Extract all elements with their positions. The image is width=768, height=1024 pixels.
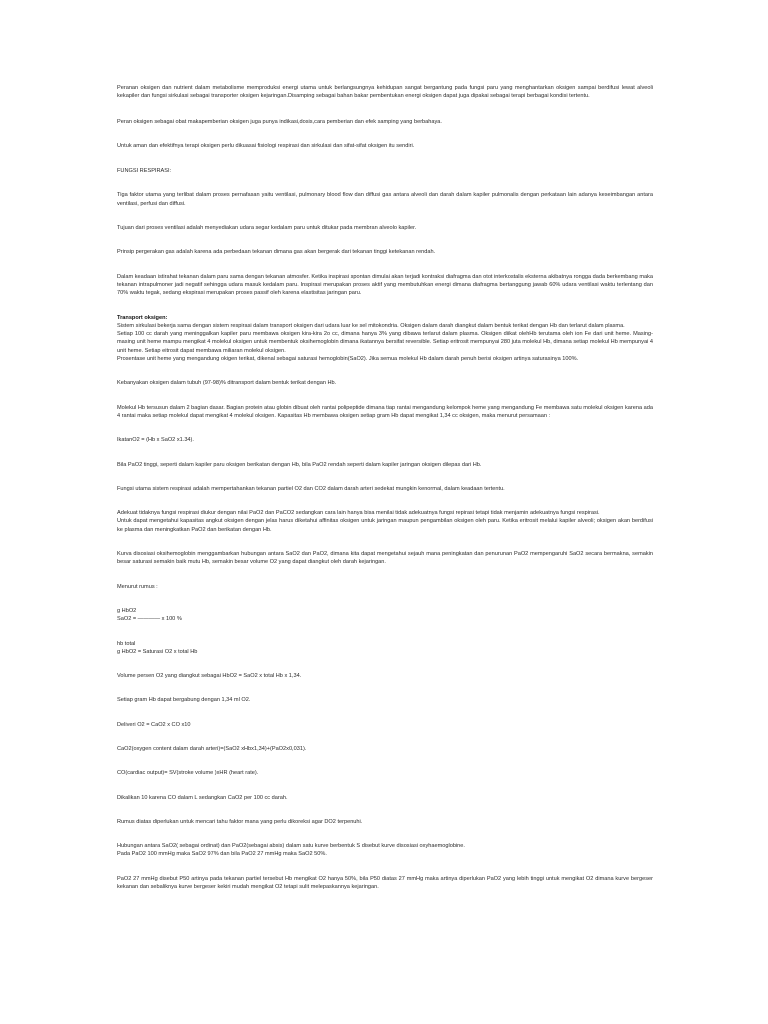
paragraph: Dalam keadaan istirahat tekanan dalam paru sama dengan tekanan atmosfer. Ketika inspirasi spontan dimulai akan terjadi kontraksi diafragma dan otot interkostalis eksterna akibatnya rongga dada berkembang maka tekanan intrapulmoner jadi negatif sehingga udara masuk kedalam paru. Inspirasi merupakan proses aktif yang membutuhkan energi dimana diafragma bertanggung jawab 60% udara ventilasi waktu terlentang dan 70% waktu tegak, sedang ekspirasi merupakan proses passif oleh karena elastisitas jaringan paru. xyxy=(117,273,653,297)
paragraph: Dikalikan 10 karena CO dalam L sedangkan CaO2 per 100 cc darah. xyxy=(117,794,288,801)
formula: Volume persen O2 yang diangkut sebagai HbO2 = SaO2 x total Hb x 1,34. xyxy=(117,673,302,680)
paragraph: Sistem sirkulasi bekerja sama dengan sistem respirasi dalam transport oksigen dari udara luar ke sel mitokondria. Oksigen dalam darah diangkut dalam bentuk terikat dengan Hb dan terlarut dalam plasma. Setiap 100 cc darah yang meninggalkan kapiler paru membawa oksigen kira-kira 2o cc, dimana hanya 3% yang dibawa terlarut dalam plasma. Oksigen diikat olehHb terutama oleh ion Fe dari unit heme. Masing-masing unit heme mampu mengikat 4 molekul oksigen untuk membentuk oksihemoglobin dimana ikatannya bersifat reversible. Setiap eritrosit mempunyai 280 juta molekul Hb, dimana setiap molekul Hb mempunyai 4 unit heme. Setiap eitrosit dapat membawa miliaran molekul oksigen. Prosentase unit heme yang mengandung okigen terikat, dikenal sebagai saturasi hemoglobin(SaO2). Jika semua molekul Hb dalam darah penuh berisi oksigen artinya saturasinya 100%. xyxy=(117,322,653,363)
paragraph: Peranan oksigen dan nutrient dalam metabolisme memproduksi energi utama untuk berlangsungnya kehidupan sangat bergantung pada fungsi paru yang menghantarkan oksigen sampai berdifusi lewat alveoli kekapiler dan fungsi sirkulasi sebagai transporter oksigen kejaringan.Disamping sebagai bahan bakar pembentukan energi oksigen dapat juga dipakai sebagai terapi berbagai kondisi tertentu. xyxy=(117,85,653,100)
formula: Setiap gram Hb dapat bergabung dengan 1,34 ml O2. xyxy=(117,697,251,704)
formula: Deliveri O2 = CaO2 x CO x10 xyxy=(117,721,191,728)
paragraph: Tiga faktor utama yang terlibat dalam proses pernafasan yaitu ventilasi, pulmonary blood flow dan diffusi gas antara alveoli dan darah dalam kapiler pulmonalis dengan perkataan lain adanya keseimbangan antara ventilasi, perfusi dan diffusi. xyxy=(117,192,653,207)
formula: g HbO2 SaO2 = ———— x 100 % xyxy=(117,607,182,623)
paragraph: Hubungan antara SaO2( sebagai ordinat) dan PaO2(sebagai absis) dalam satu kurve berbentuk S disebut kurve disosiasi oxyhaemoglobine. Pada PaO2 100 mmHg maka SaO2 97% dan bila PaO2 27 mmHg maka SaO2 50%. xyxy=(117,843,465,858)
paragraph: Bila PaO2 tinggi, seperti dalam kapiler paru oksigen berikatan dengan Hb, bila PaO2 rendah seperti dalam kapiler jaringan oksigen dilepas dari Hb. xyxy=(117,461,482,468)
paragraph: PaO2 27 mmHg disebut P50 artinya pada tekanan partiel tersebut Hb mengikat O2 hanya 50%, bila P50 diatas 27 mmHg maka artinya diperlukan PaO2 yang lebih tinggi untuk mengikat O2 dimana kurve bergeser kekanan dan sebaliknya kurve bergeser kekiri mudah mengikat O2 tetapi sulit melepaskannya kejaringan. xyxy=(117,875,653,891)
paragraph: Molekul Hb tersusun dalam 2 bagian dasar. Bagian protein atau globin dibuat oleh rantai polipeptide dimana tiap rantai mengandung kelompok heme yang mengandung Fe membawa satu molekul oksigen karena ada 4 rantai maka setiap molekul dapat mengikat 4 molekul oksigen. Kapasitas Hb membawa oksigen setiap gram Hb dapat mengikat 1,34 cc oksigen, maka menurut persamaan : xyxy=(117,404,653,419)
section-heading: FUNGSI RESPIRASI: xyxy=(117,168,172,175)
document-page xyxy=(117,84,653,891)
paragraph: Kurva disosiasi oksihemoglobin menggambarkan hubungan antara SaO2 dan PaO2, dimana kita dapat mengetahui sejauh mana peningkatan dan penurunan PaO2 mempengaruhi SaO2 secara bermakna, semakin besar saturasi semakin baik mutu Hb, semakin besar volume O2 yang dapat diangkut oleh darah kejaringan. xyxy=(117,551,653,566)
formula: CaO2(oxygen content dalam darah arteri)=(SaO2 xHbx1,34)+(PaO2x0,031). xyxy=(117,745,307,752)
section-heading: Transport oksigen: xyxy=(117,314,168,321)
paragraph: Untuk aman dan efektifnya terapi oksigen perlu dikuasai fisiologi respirasi dan sirkulasi dan sifat-sifat oksigen itu sendiri. xyxy=(117,142,415,149)
paragraph: Tujuan dari proses ventilasi adalah menyediakan udara segar kedalam paru untuk ditukar pada membran alveolo kapiler. xyxy=(117,225,417,232)
paragraph: Adekuat tidaknya fungsi respirasi diukur dengan nilai PaO2 dan PaCO2 sedangkan cara lain hanya bisa menilai tidak adekuatnya fungsi repirasi tetapi tidak menjamin adekuatnya fungsi respirasi. Untuk dapat mengetahui kapasitas angkut oksigen dengan jelas harus diketahui affinitas oksigen untuk jaringan maupun pengambilan oksigen oleh paru. Ketika eritrosit melalui kapiler alveoli; oksigen akan berdifusi ke plasma dan meningkatkan PaO2 dan berikatan dengan Hb. xyxy=(117,510,653,533)
paragraph: Rumus diatas diperlukan untuk mencari tahu faktor mana yang perlu dikoreksi agar DO2 terpenuhi. xyxy=(117,818,363,825)
paragraph: Prinsip pergerakan gas adalah karena ada perbedaan tekanan dimana gas akan bergerak dari tekanan tinggi ketekanan rendah. xyxy=(117,249,436,256)
paragraph: Menurut rumus : xyxy=(117,583,158,590)
paragraph: Fungsi utama sistem respirasi adalah mempertahankan tekanan partiel O2 dan CO2 dalam darah arteri sedekat mungkin kenormal, dalam keadaan tertentu. xyxy=(117,485,505,492)
formula: hb total g HbO2 = Saturasi O2 x total Hb xyxy=(117,640,198,655)
formula: IkatanO2 = (Hb x SaO2 x1.34). xyxy=(117,437,194,444)
paragraph: Peran oksigen sebagai obat makapemberian oksigen juga punya indikasi,dosis,cara pemberian dan efek samping yang berbahaya. xyxy=(117,118,442,125)
paragraph: Kebanyakan oksigen dalam tubuh (97-98)% ditransport dalam bentuk terikat dengan Hb. xyxy=(117,380,337,387)
formula: CO(cardiac output)= SV(stroke volume )xHR (heart rate). xyxy=(117,770,259,777)
